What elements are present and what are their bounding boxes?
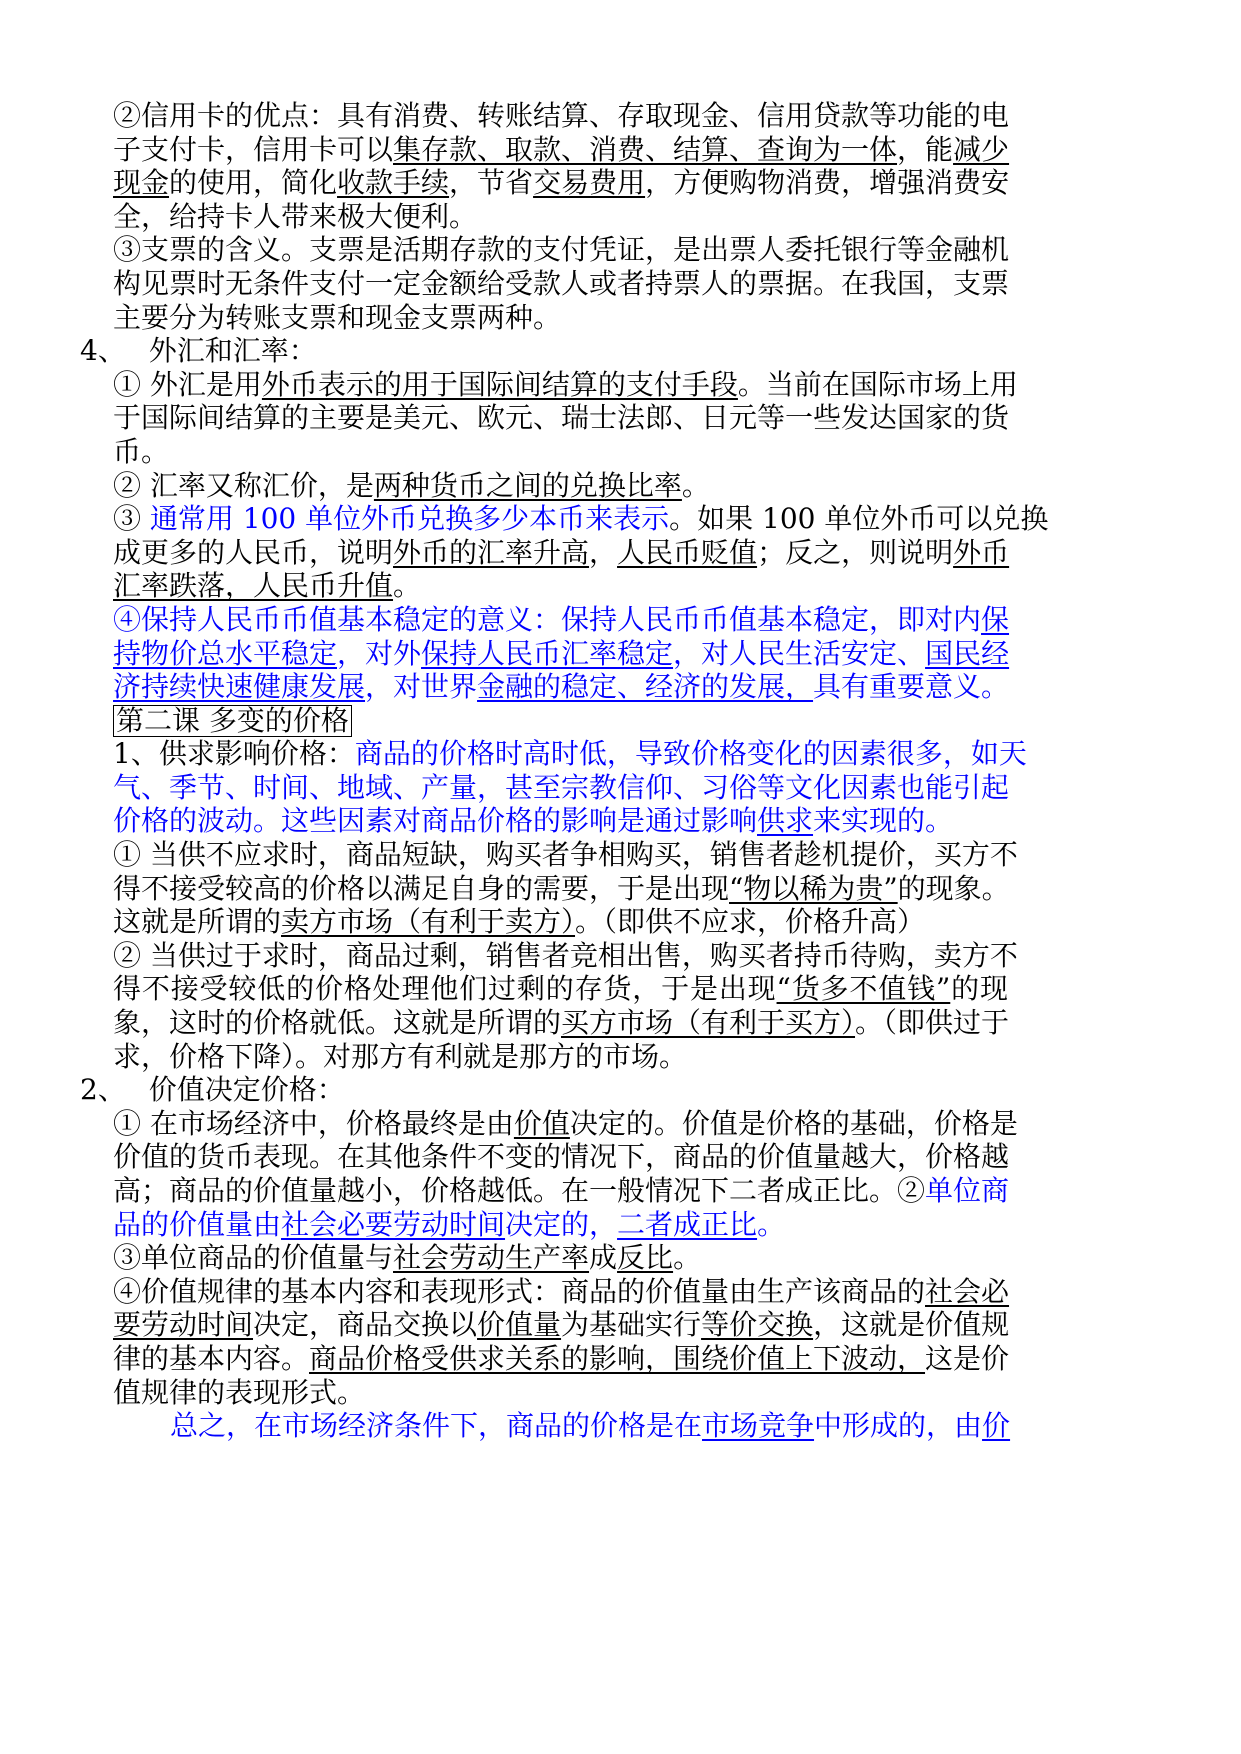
underlined-text: 外币 [953,535,1010,569]
emphasis-text: 。 [757,1207,786,1241]
text-line [113,637,1008,671]
text-line [113,435,1008,469]
text-line [113,1006,1008,1040]
section-heading [80,1073,1010,1107]
text-run: 值规律的表现形式。 [113,1375,366,1409]
text-line [113,536,1008,570]
underlined-text: 汇率跌落，人民币升值 [113,569,394,603]
text-line [113,737,1027,771]
underlined-text: 二者成正比 [617,1207,758,1241]
underlined-text: 国民经 [925,636,1010,670]
underlined-text: 卖方市场（有利于卖方） [281,905,576,939]
text-line [113,771,1008,805]
text-run: ， [589,535,618,569]
text-run: ②信用卡的优点：具有消费、转账结算、存取现金、信用贷款等功能的电 [113,99,1010,132]
text-line [113,569,1008,603]
text-run: 。 [673,1241,702,1275]
emphasis-text: 气、季节、时间、地域、产量，甚至宗教信仰、习俗等文化因素也能引起 [113,770,1010,804]
underlined-text: 交易费用 [533,166,646,200]
underlined-text: 持物价总水平稳定 [113,636,338,670]
text-run: 。（即供不应求，价格升高） [575,905,926,939]
underlined-text: 商品价格受供求关系的影响，围绕价值上下波动， [309,1341,926,1375]
text-run: 主要分为转账支票和现金支票两种。 [113,300,562,334]
text-run: 求，价格下降）。对那方有利就是那方的市场。 [113,1039,688,1073]
text-run: 2、 价值决定价格： [80,1073,345,1107]
text-line [113,905,1008,939]
text-run: 。（即供过于 [855,1006,1010,1040]
text-line [113,166,1008,200]
text-run: ③ [113,502,150,536]
underlined-text: 集存款、取款、消费、结算、查询为一体 [393,132,898,166]
text-run: 。当前在国际市场上用 [737,367,1018,401]
underlined-text: 价值 [513,1106,570,1140]
underlined-text: 买方市场（有利于买方） [561,1006,856,1040]
text-run: 的使用，简化 [169,166,338,200]
emphasis-text: 总之，在市场经济条件下，商品的价格是在 [170,1409,703,1443]
text-line [113,367,1018,402]
text-line [113,1308,1008,1342]
emphasis-text: 具有重要意义。 [813,670,1010,704]
underlined-text: 济持续快速健康发展 [113,670,366,704]
text-run: 。 [681,468,710,502]
text-run: ② 当供过于求时，商品过剩，销售者竞相出售，购买者持币待购，卖方不 [113,938,1018,972]
text-run: 。如果 100 单位外币可以兑换 [669,502,1049,536]
text-line [113,603,1008,637]
text-line [113,972,1008,1006]
text-line [113,99,1008,133]
text-run: 于国际间结算的主要是美元、欧元、瑞士法郎、日元等一些发达国家的货 [113,401,1010,435]
text-line [170,1409,1011,1443]
text-line [113,1140,1008,1174]
underlined-text: 反比 [617,1241,674,1275]
text-line [113,267,1008,301]
text-line [113,469,1008,503]
text-run: ，节省 [449,166,534,200]
text-run: ，这就是价值规 [813,1308,1010,1342]
emphasis-text: 商品的价格时高时低，导致价格变化的因素很多，如天 [354,737,1027,771]
lesson-title [113,704,1008,738]
text-run: 得不接受较高的价格以满足自身的需要，于是出现 [113,871,730,905]
text-run: ② 汇率又称汇价，是 [113,468,374,502]
underlined-text: 市场竞争 [702,1409,815,1443]
text-line [113,872,1008,906]
underlined-text: 社会必要劳动时间 [281,1207,506,1241]
text-line [113,401,1008,435]
text-line [113,938,1018,973]
text-run: 第二课 多变的价格 [116,703,349,737]
underlined-text: 现金 [113,166,170,200]
underlined-text: 两种货币之间的兑换比率 [373,468,682,502]
emphasis-text: 价格的波动。这些因素对商品价格的影响是通过影响 [113,804,758,838]
text-run: 得不接受较低的价格处理他们过剩的存货，于是出现 [113,972,777,1006]
text-run: 价值的货币表现。在其他条件不变的情况下，商品的价值量越大，价格越 [113,1140,1010,1174]
text-line [113,502,1049,536]
text-run: 的现象。 [897,871,1010,905]
emphasis-text: ，对世界 [365,670,478,704]
text-run: 为基础实行 [561,1308,702,1342]
text-run: ，能 [897,132,954,166]
text-line [113,1376,1008,1410]
emphasis-text: ④保持人民币币值基本稳定的意义：保持人民币币值基本稳定，即对内 [113,602,982,636]
text-run: ③支票的含义。支票是活期存款的支付凭证，是出票人委托银行等金融机 [113,233,1010,267]
text-line [113,804,1008,838]
text-line [113,1040,1008,1074]
text-run: 高；商品的价值量越小，价格越低。在一般情况下二者成正比。② [113,1174,926,1207]
text-line [113,1106,1018,1141]
text-line [113,233,1008,267]
lesson-title-box [113,705,352,737]
emphasis-text: 单位商 [925,1174,1010,1207]
text-line [113,1241,1008,1275]
underlined-text: 减少 [953,132,1010,166]
underlined-text: 供求 [757,804,814,838]
underlined-text: 等价交换 [701,1308,814,1342]
text-line [113,301,1008,335]
text-run: ① 外汇是用 [113,367,262,401]
underlined-text: 价 [982,1409,1011,1443]
underlined-text: 社会必 [925,1274,1010,1308]
text-run: 成 [589,1241,618,1275]
emphasis-text: ，对外 [337,636,422,670]
text-run: 这是价 [925,1341,1010,1375]
text-line [113,1342,1008,1376]
underlined-text: 保持人民币汇率稳定 [421,636,674,670]
emphasis-text: 通常用 100 单位外币兑换多少本币来表示 [149,502,670,536]
underlined-text: 人民币贬值 [617,535,758,569]
document-page [0,99,1241,1443]
text-run: ，方便购物消费，增强消费安 [645,166,1010,200]
text-run: 律的基本内容。 [113,1341,310,1375]
text-line [113,670,1008,704]
underlined-text: 外币的汇率升高 [393,535,590,569]
text-line [113,1275,1008,1309]
text-run: 这就是所谓的 [113,905,282,939]
text-run: 的现 [950,972,1008,1006]
text-run: 子支付卡，信用卡可以 [113,132,394,166]
underlined-text: 要劳动时间 [113,1308,254,1342]
text-run: 4、 外汇和汇率： [80,334,317,368]
text-run: 成更多的人民币，说明 [113,535,394,569]
emphasis-text: ，对人民生活安定、 [673,636,926,670]
emphasis-text: 中形成的，由 [814,1409,983,1443]
text-run: 币。 [113,434,170,468]
emphasis-text: 来实现的。 [813,804,954,838]
text-line [113,200,1008,234]
section-heading [80,334,1010,368]
underlined-text: 价值量 [477,1308,562,1342]
text-run: 全，给持卡人带来极大便利。 [113,199,478,233]
emphasis-text: 品的价值量由 [113,1207,282,1241]
text-run: 。 [393,569,422,603]
underlined-text: “货多不值钱” [776,972,951,1006]
underlined-text: 金融的稳定、经济的发展， [477,670,814,704]
text-run: 决定，商品交换以 [253,1308,478,1342]
underlined-text: 外币表示的用于国际间结算的支付手段 [261,367,738,401]
text-line [113,838,1018,872]
text-run: 构见票时无条件支付一定金额给受款人或者持票人的票据。在我国，支票 [113,266,1010,300]
text-run: ① 在市场经济中，价格最终是由 [113,1106,514,1140]
text-line [113,1208,1008,1242]
text-line [113,133,1008,167]
text-run: ① 当供不应求时，商品短缺，购买者争相购买，销售者趁机提价，买方不 [113,838,1018,872]
underlined-text: 保 [981,602,1010,636]
text-run: 决定的。价值是价格的基础，价格是 [569,1106,1018,1140]
emphasis-text: 决定的， [505,1207,618,1241]
text-run: 1、供求影响价格： [113,737,355,771]
text-run: ③单位商品的价值量与 [113,1241,394,1275]
underlined-text: 收款手续 [337,166,450,200]
text-run: ；反之，则说明 [757,535,954,569]
text-line [113,1174,1008,1208]
text-run: ④价值规律的基本内容和表现形式：商品的价值量由生产该商品的 [113,1274,926,1308]
underlined-text: 社会劳动生产率 [393,1241,590,1275]
underlined-text: “物以稀为贵” [729,871,898,905]
text-run: 象，这时的价格就低。这就是所谓的 [113,1006,562,1040]
